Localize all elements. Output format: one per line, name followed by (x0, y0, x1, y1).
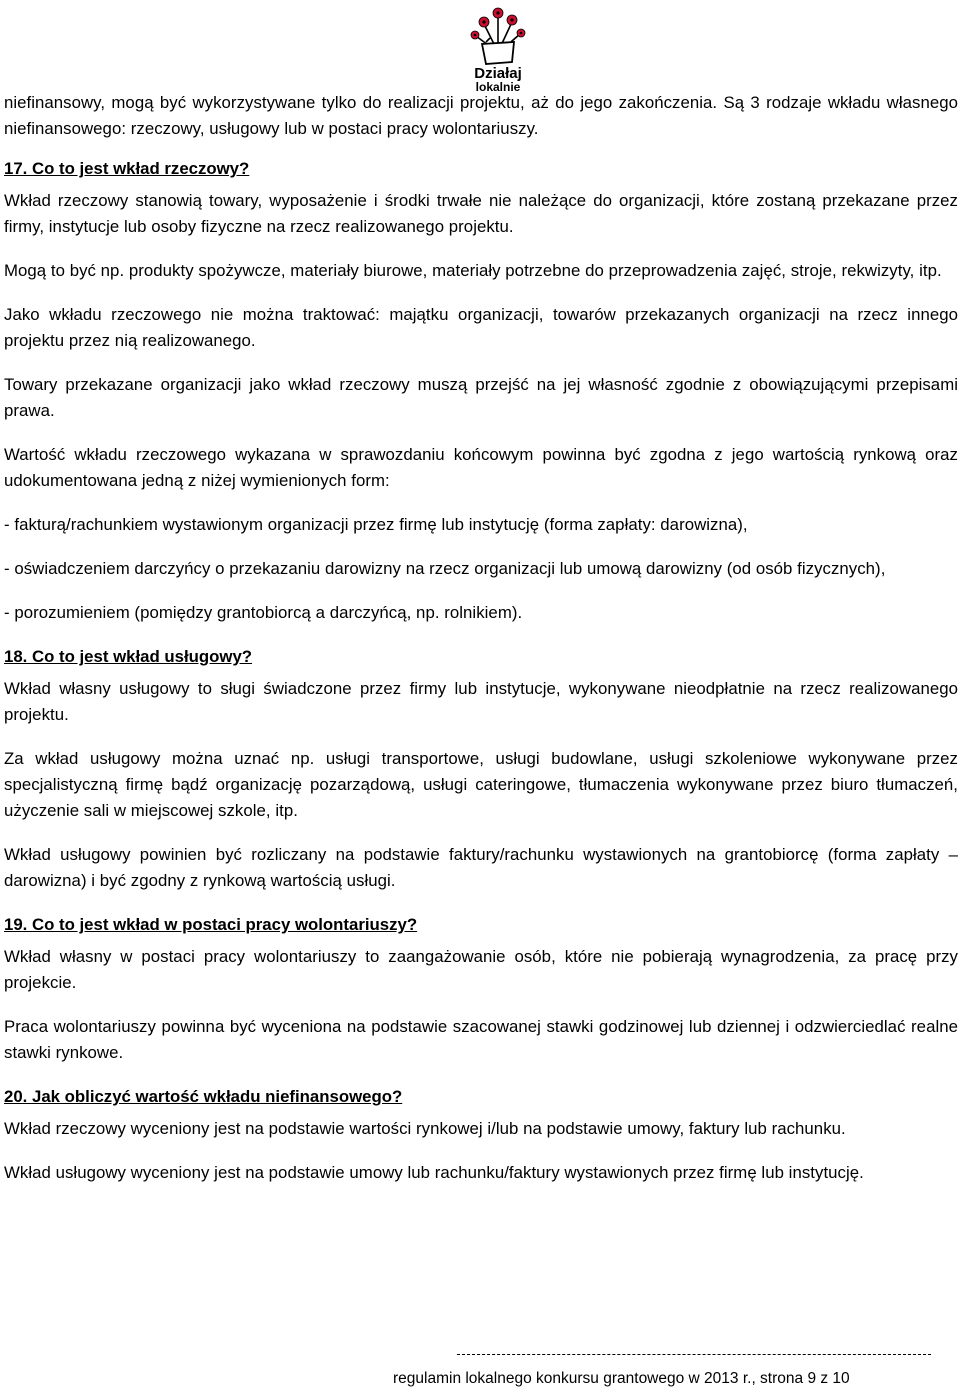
paragraph: Wkład usługowy powinien być rozliczany na podstawie faktury/rachunku wystawionych na grantobiorcę (forma zapłaty – darowizna) i być zgodny z rynkową wartością usługi. (4, 845, 958, 890)
paragraph: Wkład rzeczowy stanowią towary, wyposażenie i środki trwałe nie należące do organizacji, które zostaną przekazane przez firmy, instytucje lub osoby fizyczne na rzecz realizowanego projektu. (4, 191, 958, 236)
paragraph: Wartość wkładu rzeczowego wykazana w sprawozdaniu końcowym powinna być zgodna z jego wartością rynkową oraz udokumentowana jedną z niżej wymienionych form: (4, 445, 958, 490)
list-item: - porozumieniem (pomiędzy grantobiorcą a darczyńcą, np. rolnikiem). (4, 603, 523, 622)
dzialaj-lokalnie-logo (462, 2, 534, 94)
svg-text:Działaj: Działaj (474, 65, 522, 82)
paragraph: Praca wolontariuszy powinna być wyceniona na podstawie szacowanej stawki godzinowej lub dziennej i odzwierciedlać realne stawki rynkowe. (4, 1017, 958, 1062)
paragraph: Wkład rzeczowy wyceniony jest na podstawie wartości rynkowej i/lub na podstawie umowy, faktury lub rachunku. (4, 1119, 846, 1138)
paragraph: Za wkład usługowy można uznać np. usługi transportowe, usługi budowlane, usługi szkoleniowe wykonywane przez specjalistyczną firmę bądź organizację pozarządową, usługi cateringowe, tłumaczenia wykonywane przez biuro tłumaczeń, użyczenie sali w miejscowej szkole, itp. (4, 749, 958, 820)
section-heading-17: 17. Co to jest wkład rzeczowy? (4, 159, 250, 178)
list-item: - fakturą/rachunkiem wystawionym organizacji przez firmę lub instytucję (forma zapłaty: darowizna), (4, 515, 748, 534)
paragraph: Towary przekazane organizacji jako wkład rzeczowy muszą przejść na jej własność zgodnie z obowiązującymi przepisami prawa. (4, 375, 958, 420)
paragraph: Mogą to być np. produkty spożywcze, materiały biurowe, materiały potrzebne do przeprowadzenia zajęć, stroje, rekwizyty, itp. (4, 261, 942, 280)
section-heading-20: 20. Jak obliczyć wartość wkładu niefinansowego? (4, 1087, 403, 1106)
paragraph: Wkład własny usługowy to sługi świadczone przez firmy lub instytucje, wykonywane nieodpłatnie na rzecz realizowanego projektu. (4, 679, 958, 724)
paragraph: Wkład własny w postaci pracy wolontariuszy to zaangażowanie osób, które nie pobierają wynagrodzenia, za pracę przy projekcie. (4, 947, 958, 992)
page-footer: regulamin lokalnego konkursu grantowego w 2013 r., strona 9 z 10 (393, 1370, 850, 1387)
paragraph: Wkład usługowy wyceniony jest na podstawie umowy lub rachunku/faktury wystawionych przez firmę lub instytucję. (4, 1163, 864, 1182)
footer-divider (457, 1354, 931, 1355)
document-body (4, 90, 958, 1204)
svg-text:lokalnie: lokalnie (475, 80, 521, 94)
section-heading-19: 19. Co to jest wkład w postaci pracy wolontariuszy? (4, 915, 418, 934)
section-heading-18: 18. Co to jest wkład usługowy? (4, 647, 253, 666)
list-item: - oświadczeniem darczyńcy o przekazaniu darowizny na rzecz organizacji lub umową darowizny (od osób fizycznych), (4, 559, 886, 578)
paragraph: Jako wkładu rzeczowego nie można traktować: majątku organizacji, towarów przekazanych organizacji na rzecz innego projektu przez nią realizowanego. (4, 305, 958, 350)
paragraph: niefinansowy, mogą być wykorzystywane tylko do realizacji projektu, aż do jego zakończenia. Są 3 rodzaje wkładu własnego niefinansowego: rzeczowy, usługowy lub w postaci pracy wolontariuszy. (4, 93, 958, 138)
